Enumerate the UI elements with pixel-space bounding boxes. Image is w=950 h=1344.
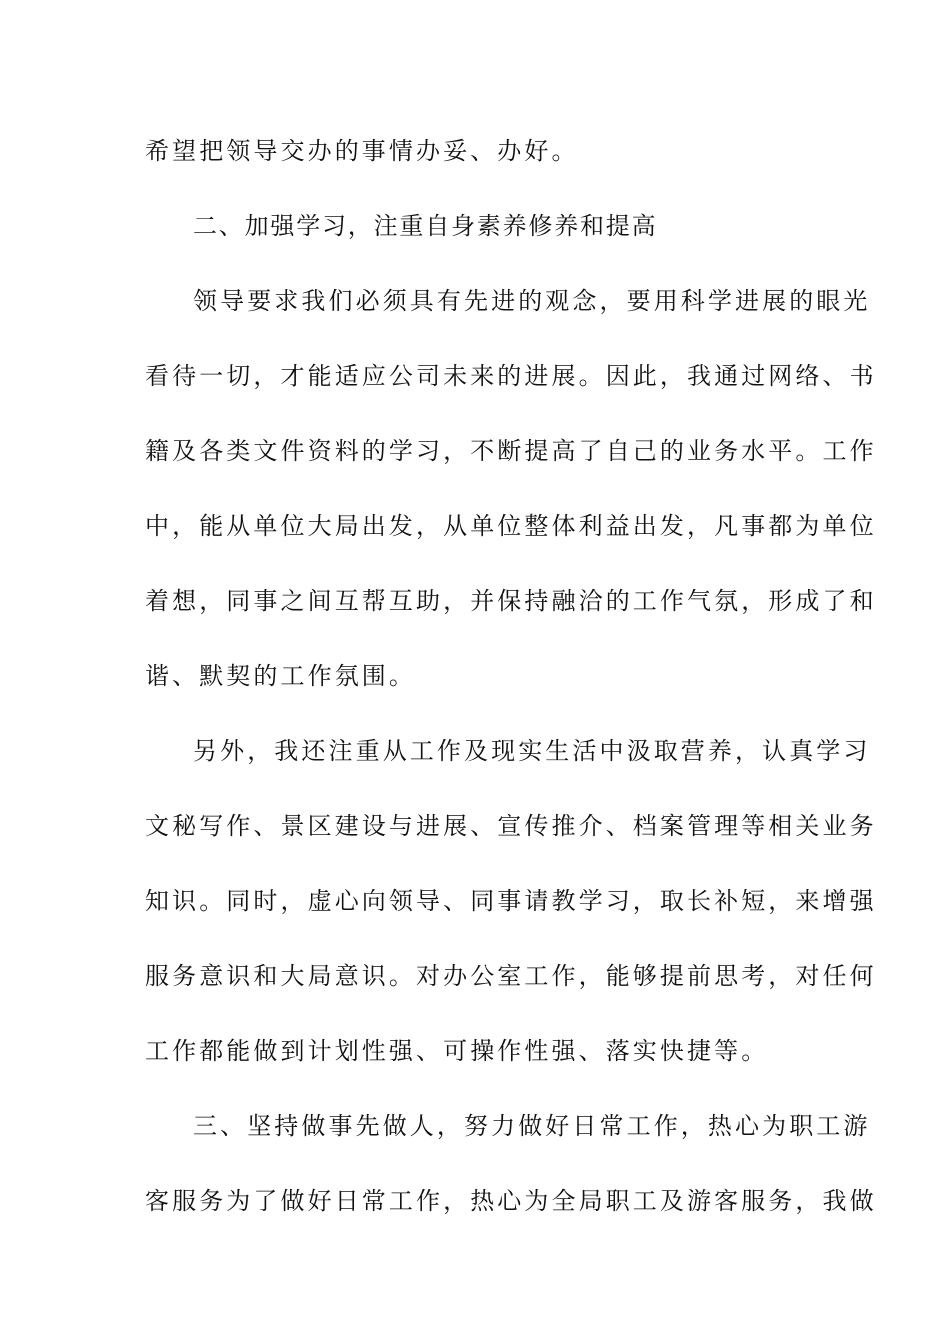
paragraph-line: 工作都能做到计划性强、可操作性强、落实快捷等。 bbox=[145, 1037, 769, 1065]
paragraph-line: 领导要求我们必须具有先进的观念，要用科学进展的眼光 bbox=[193, 287, 871, 315]
paragraph-line: 中，能从单位大局出发，从单位整体利益出发，凡事都为单位 bbox=[145, 512, 877, 540]
paragraph-line: 服务意识和大局意识。对办公室工作，能够提前思考，对任何 bbox=[145, 962, 877, 990]
section-heading: 三、坚持做事先做人，努力做好日常工作，热心为职工游 bbox=[193, 1112, 871, 1140]
paragraph-line: 希望把领导交办的事情办妥、办好。 bbox=[145, 137, 579, 165]
paragraph-line: 看待一切，才能适应公司未来的进展。因此，我通过网络、书 bbox=[145, 362, 877, 390]
paragraph-line: 籍及各类文件资料的学习，不断提高了自己的业务水平。工作 bbox=[145, 437, 877, 465]
paragraph-line: 知识。同时，虚心向领导、同事请教学习，取长补短，来增强 bbox=[145, 887, 877, 915]
paragraph-line: 文秘写作、景区建设与进展、宣传推介、档案管理等相关业务 bbox=[145, 812, 877, 840]
paragraph-line: 客服务为了做好日常工作，热心为全局职工及游客服务，我做 bbox=[145, 1187, 877, 1215]
section-heading: 二、加强学习，注重自身素养修养和提高 bbox=[193, 212, 658, 240]
paragraph-line: 着想，同事之间互帮互助，并保持融洽的工作气氛，形成了和 bbox=[145, 587, 877, 615]
paragraph-line: 谐、默契的工作氛围。 bbox=[145, 662, 416, 690]
paragraph-line: 另外，我还注重从工作及现实生活中汲取营养，认真学习 bbox=[193, 737, 871, 765]
